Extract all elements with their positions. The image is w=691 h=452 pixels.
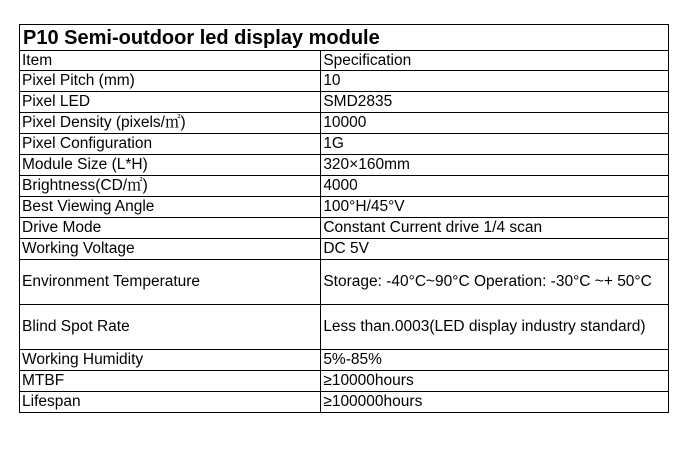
table-row	[20, 134, 669, 155]
table-row	[20, 197, 669, 218]
specification-table	[19, 24, 669, 413]
row-spec: Less than.0003(LED display industry standard)	[321, 305, 669, 350]
row-item: Blind Spot Rate	[20, 305, 321, 350]
row-item: Drive Mode	[20, 218, 321, 239]
table-title: P10 Semi-outdoor led display module	[20, 25, 669, 51]
row-item: Pixel Density (pixels/㎡)	[20, 113, 321, 134]
row-spec: Storage: -40°C~90°C Operation: -30°C ~+ 50°C	[321, 260, 669, 305]
row-spec: ≥10000hours	[321, 371, 669, 392]
row-item: Pixel LED	[20, 92, 321, 113]
table-row	[20, 155, 669, 176]
row-spec: 4000	[321, 176, 669, 197]
table-row	[20, 71, 669, 92]
row-spec: 5%-85%	[321, 350, 669, 371]
row-spec: 100°H/45°V	[321, 197, 669, 218]
row-item: Pixel Configuration	[20, 134, 321, 155]
header-spec: Specification	[321, 51, 669, 71]
row-item: Module Size (L*H)	[20, 155, 321, 176]
table-row	[20, 239, 669, 260]
table-row	[20, 260, 669, 305]
row-item: Working Voltage	[20, 239, 321, 260]
header-row	[20, 51, 669, 71]
table-row	[20, 350, 669, 371]
table-row	[20, 176, 669, 197]
row-spec: 10	[321, 71, 669, 92]
row-spec: 1G	[321, 134, 669, 155]
table-row	[20, 92, 669, 113]
row-spec: SMD2835	[321, 92, 669, 113]
table-row	[20, 371, 669, 392]
title-row	[20, 25, 669, 51]
row-item: Pixel Pitch (mm)	[20, 71, 321, 92]
row-spec: 10000	[321, 113, 669, 134]
table-row	[20, 392, 669, 413]
row-spec: Constant Current drive 1/4 scan	[321, 218, 669, 239]
row-spec: ≥100000hours	[321, 392, 669, 413]
row-item: Best Viewing Angle	[20, 197, 321, 218]
row-item: MTBF	[20, 371, 321, 392]
table-row	[20, 218, 669, 239]
row-spec: DC 5V	[321, 239, 669, 260]
table-row	[20, 305, 669, 350]
row-item: Working Humidity	[20, 350, 321, 371]
row-item: Lifespan	[20, 392, 321, 413]
row-item: Brightness(CD/㎡)	[20, 176, 321, 197]
table-row	[20, 113, 669, 134]
row-item: Environment Temperature	[20, 260, 321, 305]
header-item: Item	[20, 51, 321, 71]
row-spec: 320×160mm	[321, 155, 669, 176]
